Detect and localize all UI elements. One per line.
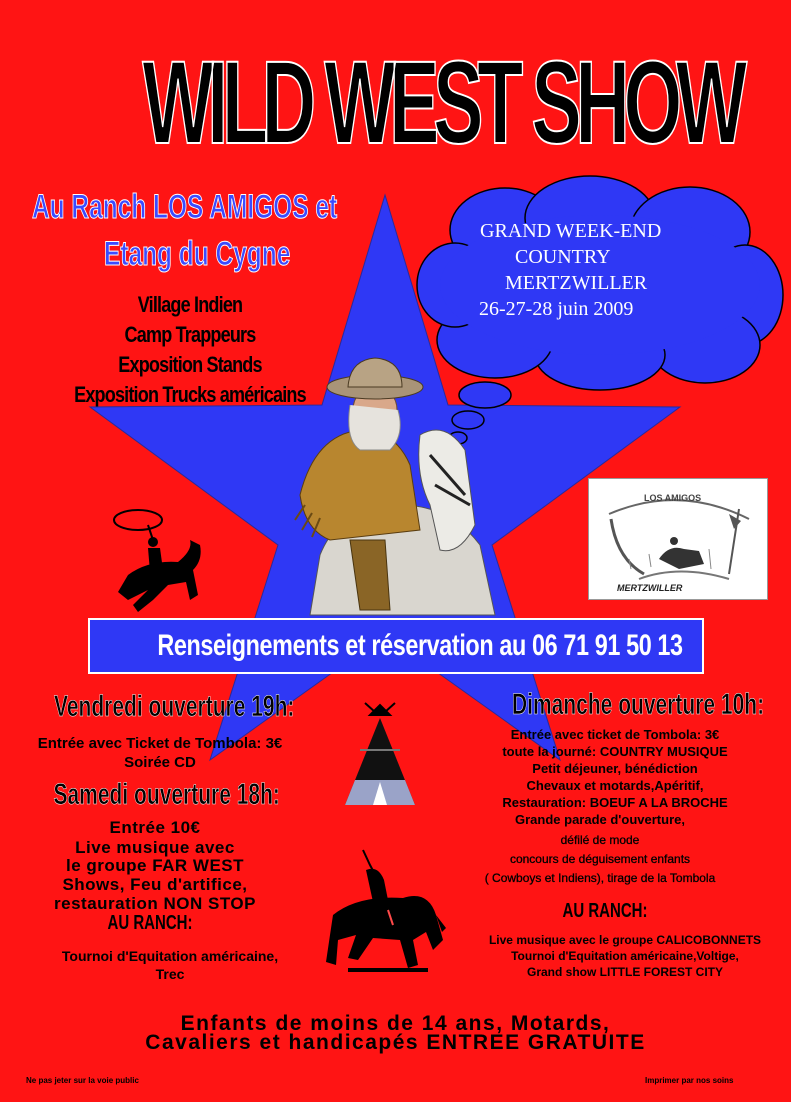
feature-item: Camp Trappeurs	[124, 322, 256, 347]
sunday-line: concours de déguisement enfants	[509, 852, 691, 866]
sunday-line: ( Cowboys et Indiens), tirage de la Tombola	[484, 871, 716, 885]
free-entry-line-1: Enfants de moins de 14 ans, Motards,	[180, 1012, 611, 1035]
cloud-line-1: GRAND WEEK-END	[480, 220, 662, 242]
saturday-line: Shows, Feu d'artifice,	[62, 875, 248, 894]
sunday-ranch-header: AU RANCH:	[562, 900, 648, 922]
saturday-line: restauration NON STOP	[54, 894, 256, 913]
sunday-line: Entrée avec ticket de Tombola: 3€	[510, 727, 720, 742]
saturday-line: le groupe FAR WEST	[65, 856, 245, 875]
footer-left: Ne pas jeter sur la voie public	[26, 1076, 139, 1085]
free-entry-line-2: Cavaliers et handicapés ENTREE GRATUITE	[145, 1031, 646, 1054]
footer-right: Imprimer par nos soins	[645, 1076, 734, 1085]
cloud-line-2: COUNTRY	[515, 246, 611, 268]
sunday-line: Chevaux et motards,Apéritif,	[526, 778, 704, 793]
feature-item: Village Indien	[137, 292, 243, 317]
sunday-ranch-line: Live musique avec le groupe CALICOBONNETS	[488, 933, 762, 947]
saturday-line: Entrée 10€	[109, 818, 201, 837]
poster-title: WILD WEST SHOW	[142, 37, 741, 169]
saturday-ranch-line: Tournoi d'Equitation américaine,	[61, 948, 279, 964]
cowboy-rider-illustration	[280, 355, 510, 625]
friday-line: Entrée avec Ticket de Tombola: 3€	[37, 735, 283, 752]
saturday-ranch-header: AU RANCH:	[107, 912, 193, 934]
indian-rider-silhouette-icon	[318, 840, 458, 980]
cloud-text	[445, 218, 735, 322]
sunday-line: Restauration: BOEUF A LA BROCHE	[502, 795, 728, 810]
banner-text: Renseignements et réservation au 06 71 91 50 13	[157, 629, 683, 662]
feature-item: Exposition Trucks américains	[74, 382, 306, 407]
logo-top-text: LOS AMIGOS	[644, 493, 702, 503]
subtitle-line-2: Etang du Cygne	[104, 235, 291, 273]
friday-line: Soirée CD	[124, 754, 196, 771]
sunday-line: Grande parade d'ouverture,	[515, 812, 685, 827]
info-banner	[88, 618, 704, 674]
lasso-cowboy-silhouette-icon	[108, 500, 218, 620]
subtitle-line-1: Au Ranch LOS AMIGOS et	[32, 188, 338, 226]
sunday-header: Dimanche ouverture 10h:	[512, 688, 765, 721]
logo-bottom-text: MERTZWILLER	[617, 583, 683, 593]
feature-item: Exposition Stands	[118, 352, 262, 377]
saturday-ranch-line: Trec	[155, 966, 185, 982]
saturday-line: Live musique avec	[75, 838, 235, 857]
sunday-line: défilé de mode	[560, 833, 640, 847]
sunday-line: toute la journé: COUNTRY MUSIQUE	[502, 744, 728, 759]
cloud-line-4: 26-27-28 juin 2009	[479, 298, 634, 320]
saturday-header: Samedi ouverture 18h:	[53, 778, 280, 811]
sunday-line: Petit déjeuner, bénédiction	[532, 761, 698, 776]
sunday-ranch-line: Tournoi d'Equitation américaine,Voltige,	[511, 949, 739, 963]
friday-header: Vendredi ouverture 19h:	[54, 690, 295, 723]
sunday-ranch-line: Grand show LITTLE FOREST CITY	[526, 965, 723, 979]
tipi-icon	[335, 700, 425, 815]
los-amigos-logo	[588, 478, 768, 600]
cloud-line-3: MERTZWILLER	[505, 272, 648, 294]
